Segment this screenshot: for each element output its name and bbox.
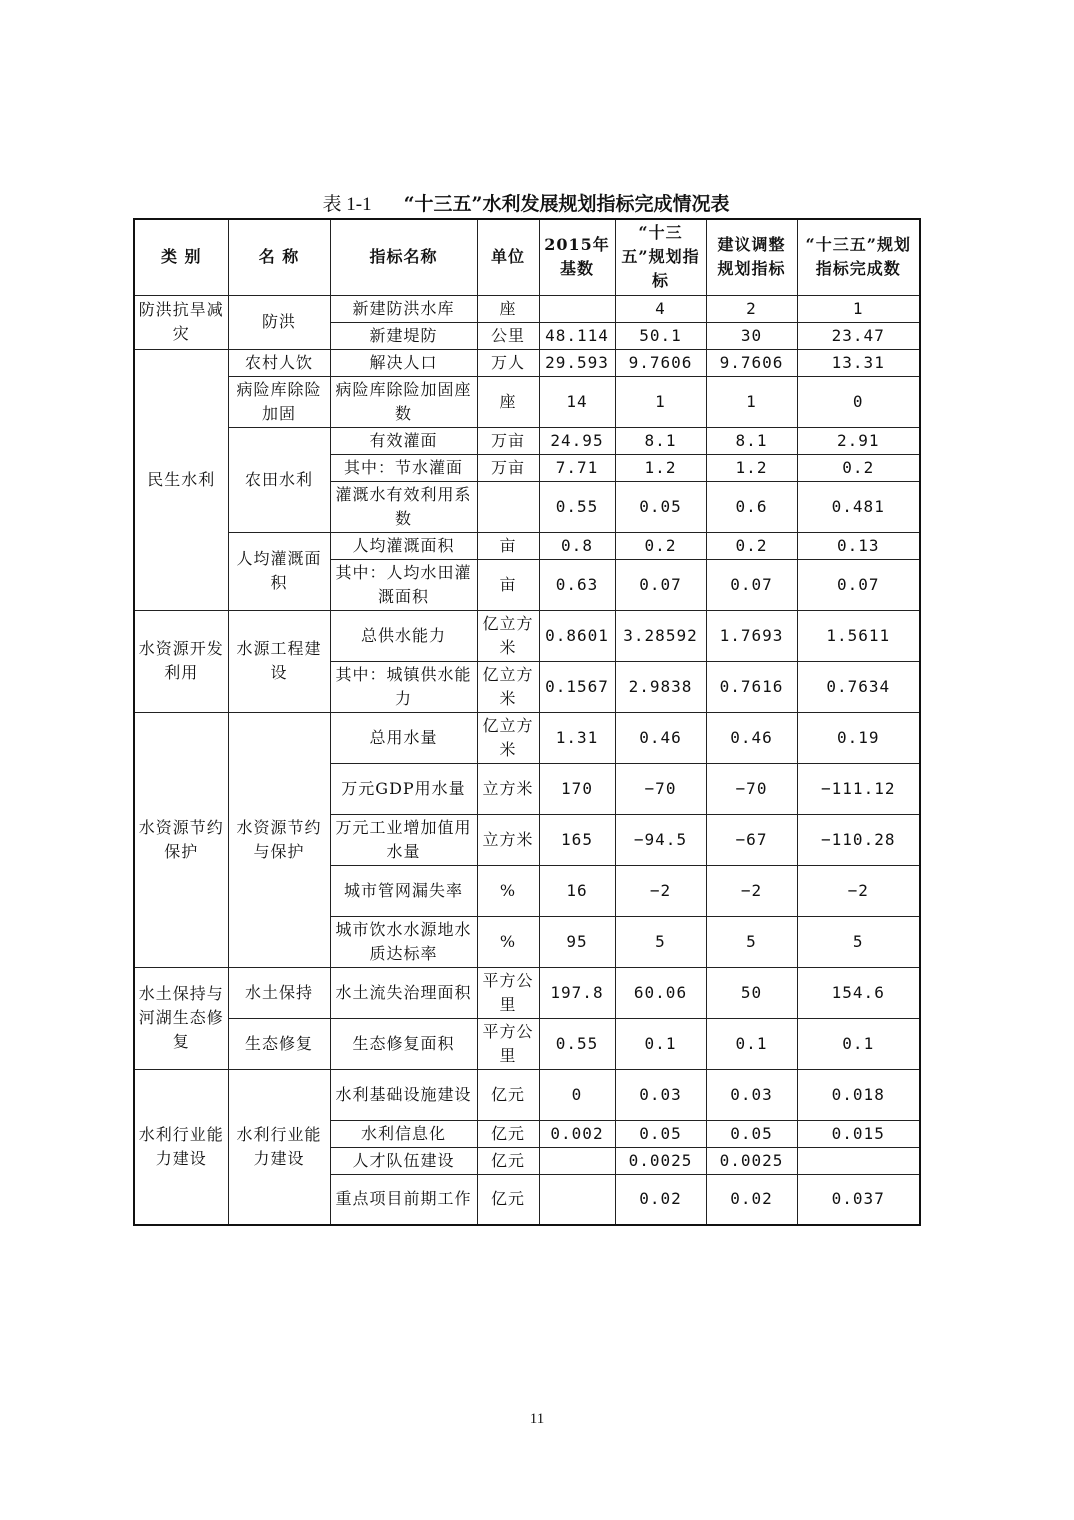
category-cell: 水利行业能力建设 [134, 1069, 228, 1225]
completed-value-cell: 0.07 [797, 559, 920, 610]
adjusted-value-cell: −2 [706, 865, 797, 916]
indicator-cell: 其中：城镇供水能力 [330, 661, 477, 712]
name-cell: 农村人饮 [228, 349, 330, 376]
plan-value-cell: 0.05 [615, 481, 706, 532]
indicator-cell: 水利信息化 [330, 1120, 477, 1147]
unit-cell [477, 481, 539, 532]
completed-value-cell: 13.31 [797, 349, 920, 376]
name-cell: 生态修复 [228, 1018, 330, 1069]
base-value-cell: 0.55 [539, 481, 615, 532]
unit-cell: 亿元 [477, 1120, 539, 1147]
header-name: 名 称 [228, 219, 330, 295]
category-cell: 防洪抗旱减灾 [134, 295, 228, 349]
base-value-cell: 170 [539, 763, 615, 814]
table-row [134, 967, 920, 1018]
adjusted-value-cell: 30 [706, 322, 797, 349]
unit-cell: 座 [477, 376, 539, 427]
indicator-cell: 灌溉水有效利用系数 [330, 481, 477, 532]
completed-value-cell: −111.12 [797, 763, 920, 814]
header-base: 2015年基数 [539, 219, 615, 295]
unit-cell: % [477, 916, 539, 967]
name-cell: 病险库除险加固 [228, 376, 330, 427]
unit-cell: % [477, 865, 539, 916]
table-row [134, 532, 920, 559]
unit-cell: 公里 [477, 322, 539, 349]
header-adjusted: 建议调整规划指标 [706, 219, 797, 295]
unit-cell: 亿元 [477, 1147, 539, 1174]
completed-value-cell: 1.5611 [797, 610, 920, 661]
header-plan: “十三五”规划指标 [615, 219, 706, 295]
table-row [134, 712, 920, 763]
base-value-cell: 7.71 [539, 454, 615, 481]
plan-value-cell: 8.1 [615, 427, 706, 454]
base-value-cell: 197.8 [539, 967, 615, 1018]
indicator-cell: 万元GDP用水量 [330, 763, 477, 814]
plan-value-cell: 60.06 [615, 967, 706, 1018]
completed-value-cell: 0.481 [797, 481, 920, 532]
adjusted-value-cell: 0.05 [706, 1120, 797, 1147]
completed-value-cell: 0.037 [797, 1174, 920, 1225]
base-value-cell: 48.114 [539, 322, 615, 349]
adjusted-value-cell: 0.2 [706, 532, 797, 559]
indicator-cell: 解决人口 [330, 349, 477, 376]
indicator-cell: 总供水能力 [330, 610, 477, 661]
base-value-cell [539, 1174, 615, 1225]
adjusted-value-cell: 0.1 [706, 1018, 797, 1069]
unit-cell: 亿元 [477, 1174, 539, 1225]
unit-cell: 万亩 [477, 454, 539, 481]
completed-value-cell: 2.91 [797, 427, 920, 454]
plan-value-cell: 0.46 [615, 712, 706, 763]
base-value-cell: 0.63 [539, 559, 615, 610]
plan-value-cell: 0.03 [615, 1069, 706, 1120]
adjusted-value-cell: 0.03 [706, 1069, 797, 1120]
unit-cell: 亿立方米 [477, 610, 539, 661]
base-value-cell: 165 [539, 814, 615, 865]
indicator-cell: 其中：节水灌面 [330, 454, 477, 481]
name-cell: 防洪 [228, 295, 330, 349]
indicator-cell: 城市饮水水源地水质达标率 [330, 916, 477, 967]
indicator-cell: 人均灌溉面积 [330, 532, 477, 559]
adjusted-value-cell: 0.7616 [706, 661, 797, 712]
header-completed: “十三五”规划指标完成数 [797, 219, 920, 295]
indicator-cell: 水利基础设施建设 [330, 1069, 477, 1120]
unit-cell: 万人 [477, 349, 539, 376]
table-body [134, 295, 920, 1225]
indicator-cell: 生态修复面积 [330, 1018, 477, 1069]
table-row [134, 610, 920, 661]
plan-value-cell: 0.07 [615, 559, 706, 610]
category-cell: 民生水利 [134, 349, 228, 610]
base-value-cell: 1.31 [539, 712, 615, 763]
completed-value-cell [797, 1147, 920, 1174]
plan-value-cell: 0.02 [615, 1174, 706, 1225]
completed-value-cell: 154.6 [797, 967, 920, 1018]
plan-value-cell: 1.2 [615, 454, 706, 481]
unit-cell: 平方公里 [477, 967, 539, 1018]
plan-value-cell: 0.0025 [615, 1147, 706, 1174]
plan-value-cell: 0.1 [615, 1018, 706, 1069]
indicator-cell: 万元工业增加值用水量 [330, 814, 477, 865]
table-row [134, 295, 920, 322]
completed-value-cell: 0 [797, 376, 920, 427]
adjusted-value-cell: 0.07 [706, 559, 797, 610]
name-cell: 水源工程建设 [228, 610, 330, 712]
category-cell: 水土保持与河湖生态修复 [134, 967, 228, 1069]
completed-value-cell: 0.015 [797, 1120, 920, 1147]
adjusted-value-cell: 0.02 [706, 1174, 797, 1225]
name-cell: 水利行业能力建设 [228, 1069, 330, 1225]
table-row [134, 1069, 920, 1120]
header-unit: 单位 [477, 219, 539, 295]
plan-value-cell: −70 [615, 763, 706, 814]
base-value-cell: 16 [539, 865, 615, 916]
indicator-cell: 人才队伍建设 [330, 1147, 477, 1174]
completed-value-cell: 5 [797, 916, 920, 967]
indicator-cell: 新建堤防 [330, 322, 477, 349]
plan-value-cell: 9.7606 [615, 349, 706, 376]
category-cell: 水资源节约保护 [134, 712, 228, 967]
unit-cell: 平方公里 [477, 1018, 539, 1069]
adjusted-value-cell: 50 [706, 967, 797, 1018]
completed-value-cell: 0.13 [797, 532, 920, 559]
completed-value-cell: 0.018 [797, 1069, 920, 1120]
header-indicator: 指标名称 [330, 219, 477, 295]
header-row [134, 219, 920, 295]
plan-value-cell: 2.9838 [615, 661, 706, 712]
page-number: 11 [529, 1411, 545, 1427]
adjusted-value-cell: −70 [706, 763, 797, 814]
unit-cell: 亩 [477, 532, 539, 559]
adjusted-value-cell: 9.7606 [706, 349, 797, 376]
indicator-cell: 重点项目前期工作 [330, 1174, 477, 1225]
indicator-cell: 病险库除险加固座数 [330, 376, 477, 427]
base-value-cell: 95 [539, 916, 615, 967]
adjusted-value-cell: 0.46 [706, 712, 797, 763]
plan-value-cell: 3.28592 [615, 610, 706, 661]
indicator-cell: 其中：人均水田灌溉面积 [330, 559, 477, 610]
table-row [134, 1018, 920, 1069]
plan-value-cell: 5 [615, 916, 706, 967]
header-category: 类 别 [134, 219, 228, 295]
plan-value-cell: 4 [615, 295, 706, 322]
unit-cell: 万亩 [477, 427, 539, 454]
unit-cell: 立方米 [477, 763, 539, 814]
completed-value-cell: −110.28 [797, 814, 920, 865]
plan-value-cell: −2 [615, 865, 706, 916]
indicator-cell: 新建防洪水库 [330, 295, 477, 322]
base-value-cell: 29.593 [539, 349, 615, 376]
plan-value-cell: 50.1 [615, 322, 706, 349]
name-cell: 水土保持 [228, 967, 330, 1018]
base-value-cell: 0.8601 [539, 610, 615, 661]
adjusted-value-cell: 2 [706, 295, 797, 322]
completed-value-cell: 0.7634 [797, 661, 920, 712]
category-cell: 水资源开发利用 [134, 610, 228, 712]
table-caption [133, 190, 919, 218]
base-value-cell [539, 295, 615, 322]
unit-cell: 座 [477, 295, 539, 322]
completed-value-cell: 0.19 [797, 712, 920, 763]
plan-value-cell: 0.2 [615, 532, 706, 559]
base-value-cell: 0 [539, 1069, 615, 1120]
unit-cell: 立方米 [477, 814, 539, 865]
base-value-cell: 0.8 [539, 532, 615, 559]
base-value-cell [539, 1147, 615, 1174]
base-value-cell: 0.1567 [539, 661, 615, 712]
name-cell: 人均灌溉面积 [228, 532, 330, 610]
adjusted-value-cell: 8.1 [706, 427, 797, 454]
adjusted-value-cell: 1.2 [706, 454, 797, 481]
table-row [134, 376, 920, 427]
adjusted-value-cell: 0.6 [706, 481, 797, 532]
indicator-cell: 总用水量 [330, 712, 477, 763]
adjusted-value-cell: 1 [706, 376, 797, 427]
adjusted-value-cell: 5 [706, 916, 797, 967]
base-value-cell: 0.55 [539, 1018, 615, 1069]
completed-value-cell: 23.47 [797, 322, 920, 349]
unit-cell: 亿立方米 [477, 661, 539, 712]
indicator-cell: 水土流失治理面积 [330, 967, 477, 1018]
base-value-cell: 14 [539, 376, 615, 427]
indicator-table [133, 218, 921, 1226]
plan-value-cell: 0.05 [615, 1120, 706, 1147]
name-cell: 水资源节约与保护 [228, 712, 330, 967]
table-number: 表 1-1 [322, 194, 372, 215]
table-title: “十三五”水利发展规划指标完成情况表 [403, 193, 730, 215]
indicator-cell: 城市管网漏失率 [330, 865, 477, 916]
completed-value-cell: 0.1 [797, 1018, 920, 1069]
plan-value-cell: 1 [615, 376, 706, 427]
completed-value-cell: 0.2 [797, 454, 920, 481]
completed-value-cell: 1 [797, 295, 920, 322]
base-value-cell: 0.002 [539, 1120, 615, 1147]
adjusted-value-cell: −67 [706, 814, 797, 865]
plan-value-cell: −94.5 [615, 814, 706, 865]
unit-cell: 亿立方米 [477, 712, 539, 763]
base-value-cell: 24.95 [539, 427, 615, 454]
completed-value-cell: −2 [797, 865, 920, 916]
indicator-cell: 有效灌面 [330, 427, 477, 454]
name-cell: 农田水利 [228, 427, 330, 532]
table-row [134, 349, 920, 376]
adjusted-value-cell: 0.0025 [706, 1147, 797, 1174]
unit-cell: 亿元 [477, 1069, 539, 1120]
adjusted-value-cell: 1.7693 [706, 610, 797, 661]
table-row [134, 427, 920, 454]
unit-cell: 亩 [477, 559, 539, 610]
